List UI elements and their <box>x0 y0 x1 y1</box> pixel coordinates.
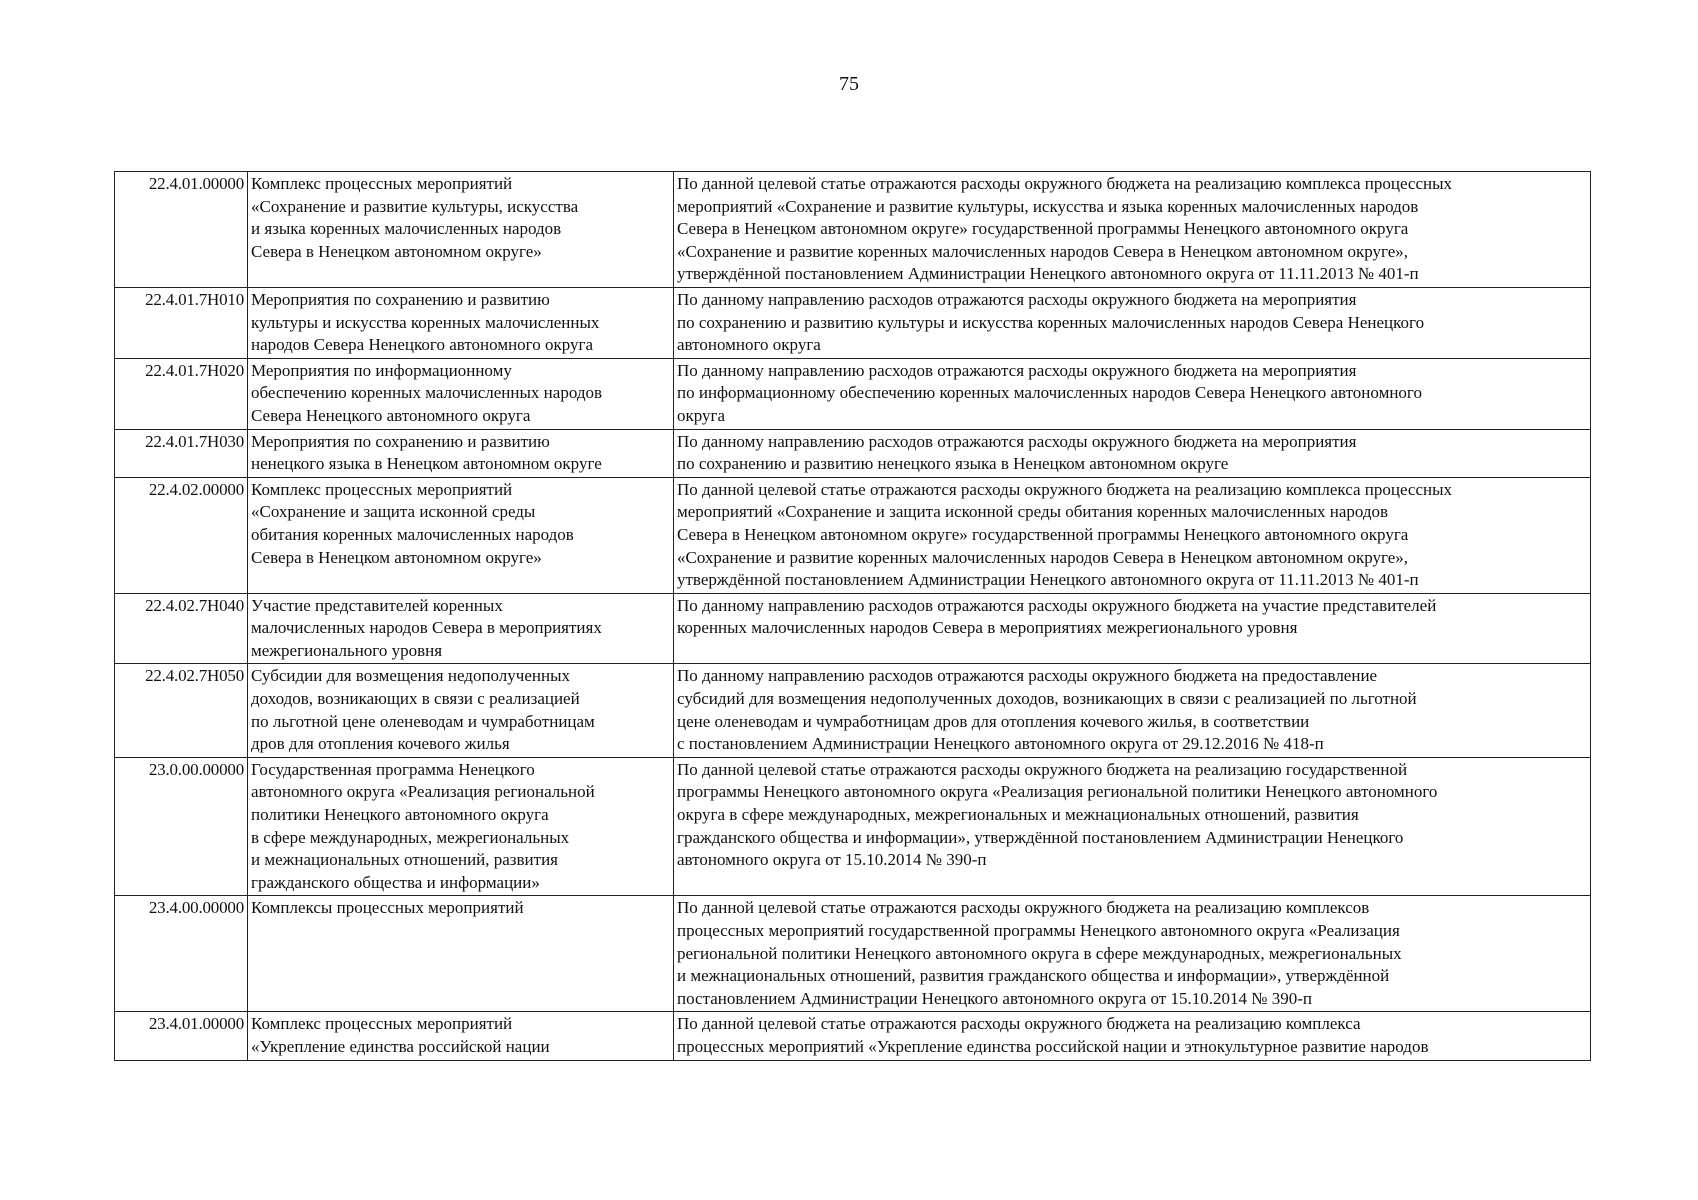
name-line: по льготной цене оленеводам и чумработницам <box>251 711 595 731</box>
description-line: По данному направлению расходов отражаются расходы окружного бюджета на мероприятия <box>677 289 1357 309</box>
target-article-code: 23.4.01.00000 <box>115 1012 248 1060</box>
target-article-description <box>674 172 1591 288</box>
description-line: по информационному обеспечению коренных малочисленных народов Севера Ненецкого автономного <box>677 383 1422 403</box>
description-line: постановлением Администрации Ненецкого автономного округа от 15.10.2014 № 390-п <box>677 988 1312 1008</box>
target-article-code: 22.4.02.7Н040 <box>115 593 248 664</box>
name-line: Субсидии для возмещения недополученных <box>251 666 571 686</box>
target-article-code: 22.4.01.7Н010 <box>115 287 248 358</box>
table-row <box>115 287 1591 358</box>
name-line: Комплекс процессных мероприятий <box>251 174 513 193</box>
table-row <box>115 757 1591 896</box>
name-line: межрегионального уровня <box>251 640 443 660</box>
description-line: округа <box>677 405 726 425</box>
description-line: утверждённой постановлением Администрации Ненецкого автономного округа от 11.11.2013 № 401-п <box>677 570 1419 590</box>
description-line: По данной целевой статье отражаются расходы окружного бюджета на реализацию комплексов <box>677 898 1370 918</box>
target-article-name <box>248 757 674 896</box>
page-number: 75 <box>839 73 859 95</box>
description-line: программы Ненецкого автономного округа «Реализация региональной политики Ненецкого автономного <box>677 782 1438 802</box>
description-line: По данной целевой статье отражаются расходы окружного бюджета на реализацию государственной <box>677 759 1408 779</box>
name-line: и межнациональных отношений, развития <box>251 850 558 870</box>
description-line: утверждённой постановлением Администрации Ненецкого автономного округа от 11.11.2013 № 401-п <box>677 264 1419 284</box>
target-article-name <box>248 593 674 664</box>
budget-classification-table <box>114 171 1591 1061</box>
target-article-description <box>674 287 1591 358</box>
target-article-code: 23.4.00.00000 <box>115 896 248 1012</box>
target-article-code: 23.0.00.00000 <box>115 757 248 896</box>
description-line: региональной политики Ненецкого автономного округа в сфере международных, межрегиональных <box>677 943 1402 963</box>
target-article-description <box>674 1012 1591 1060</box>
target-article-name <box>248 664 674 757</box>
name-line: гражданского общества и информации» <box>251 872 540 892</box>
description-line: округа в сфере международных, межрегиональных и межнациональных отношений, развития <box>677 805 1359 825</box>
table-row <box>115 593 1591 664</box>
name-line: ненецкого языка в Ненецком автономном округе <box>251 454 602 474</box>
name-line: дров для отопления кочевого жилья <box>251 734 510 754</box>
description-line: По данному направлению расходов отражаются расходы окружного бюджета на мероприятия <box>677 431 1357 451</box>
target-article-name <box>248 429 674 477</box>
description-line: По данной целевой статье отражаются расходы окружного бюджета на реализацию комплекса <box>677 1014 1361 1034</box>
target-article-description <box>674 358 1591 429</box>
table-row <box>115 477 1591 593</box>
target-article-code: 22.4.01.7Н030 <box>115 429 248 477</box>
description-line: «Сохранение и развитие коренных малочисленных народов Севера в Ненецком автономном округе», <box>677 547 1409 567</box>
description-line: автономного округа от 15.10.2014 № 390-п <box>677 850 987 870</box>
name-line: Комплексы процессных мероприятий <box>251 898 524 918</box>
name-line: обеспечению коренных малочисленных народов <box>251 383 603 403</box>
target-article-name <box>248 477 674 593</box>
target-article-code: 22.4.02.00000 <box>115 477 248 593</box>
name-line: Севера Ненецкого автономного округа <box>251 405 531 425</box>
name-line: малочисленных народов Севера в мероприятиях <box>251 618 602 638</box>
name-line: «Сохранение и защита исконной среды <box>251 502 536 522</box>
table-row <box>115 429 1591 477</box>
description-line: по сохранению и развитию культуры и искусства коренных малочисленных народов Севера Ненецкого <box>677 312 1425 332</box>
target-article-name <box>248 896 674 1012</box>
name-line: и языка коренных малочисленных народов <box>251 219 562 239</box>
description-line: и межнациональных отношений, развития гражданского общества и информации», утверждённой <box>677 966 1390 986</box>
description-line: субсидий для возмещения недополученных доходов, возникающих в связи с реализацией по льготной <box>677 689 1417 709</box>
description-line: по сохранению и развитию ненецкого языка в Ненецком автономном округе <box>677 454 1229 474</box>
description-line: По данной целевой статье отражаются расходы окружного бюджета на реализацию комплекса процессных <box>677 174 1453 193</box>
table-body <box>115 172 1591 1061</box>
target-article-name <box>248 1012 674 1060</box>
target-article-name <box>248 287 674 358</box>
description-line: «Сохранение и развитие коренных малочисленных народов Севера в Ненецком автономном округе», <box>677 241 1409 261</box>
name-line: Мероприятия по информационному <box>251 360 512 380</box>
description-line: По данному направлению расходов отражаются расходы окружного бюджета на предоставление <box>677 666 1378 686</box>
name-line: Участие представителей коренных <box>251 595 503 615</box>
name-line: Комплекс процессных мероприятий <box>251 479 513 499</box>
description-line: мероприятий «Сохранение и развитие культуры, искусства и языка коренных малочисленных народов <box>677 196 1419 216</box>
name-line: культуры и искусства коренных малочисленных <box>251 312 600 332</box>
name-line: «Укрепление единства российской нации <box>251 1036 550 1056</box>
description-line: Севера в Ненецком автономном округе» государственной программы Ненецкого автономного округа <box>677 524 1409 544</box>
name-line: в сфере международных, межрегиональных <box>251 827 570 847</box>
table-row <box>115 1012 1591 1060</box>
table-row <box>115 896 1591 1012</box>
name-line: Комплекс процессных мероприятий <box>251 1014 513 1034</box>
table-row <box>115 172 1591 288</box>
target-article-name <box>248 172 674 288</box>
table-row <box>115 358 1591 429</box>
name-line: Севера в Ненецком автономном округе» <box>251 241 542 261</box>
name-line: обитания коренных малочисленных народов <box>251 524 574 544</box>
target-article-description <box>674 429 1591 477</box>
name-line: народов Севера Ненецкого автономного округа <box>251 335 594 355</box>
target-article-description <box>674 896 1591 1012</box>
description-line: По данной целевой статье отражаются расходы окружного бюджета на реализацию комплекса процессных <box>677 479 1453 499</box>
description-line: гражданского общества и информации», утверждённой постановлением Администрации Ненецкого <box>677 827 1404 847</box>
description-line: По данному направлению расходов отражаются расходы окружного бюджета на участие представителей <box>677 595 1437 615</box>
description-line: По данному направлению расходов отражаются расходы окружного бюджета на мероприятия <box>677 360 1357 380</box>
description-line: мероприятий «Сохранение и защита исконной среды обитания коренных малочисленных народов <box>677 502 1389 522</box>
name-line: Государственная программа Ненецкого <box>251 759 535 779</box>
target-article-description <box>674 593 1591 664</box>
description-line: цене оленеводам и чумработницам дров для отопления кочевого жилья, в соответствии <box>677 711 1310 731</box>
target-article-code: 22.4.01.00000 <box>115 172 248 288</box>
description-line: коренных малочисленных народов Севера в мероприятиях межрегионального уровня <box>677 618 1298 638</box>
name-line: доходов, возникающих в связи с реализацией <box>251 689 580 709</box>
target-article-description <box>674 664 1591 757</box>
target-article-description <box>674 477 1591 593</box>
name-line: автономного округа «Реализация региональной <box>251 782 595 802</box>
description-line: Севера в Ненецком автономном округе» государственной программы Ненецкого автономного округа <box>677 219 1409 239</box>
name-line: Мероприятия по сохранению и развитию <box>251 431 550 451</box>
name-line: Севера в Ненецком автономном округе» <box>251 547 542 567</box>
target-article-code: 22.4.02.7Н050 <box>115 664 248 757</box>
name-line: политики Ненецкого автономного округа <box>251 805 549 825</box>
description-line: процессных мероприятий «Укрепление единства российской нации и этнокультурное развитие народов <box>677 1036 1429 1056</box>
target-article-name <box>248 358 674 429</box>
target-article-code: 22.4.01.7Н020 <box>115 358 248 429</box>
name-line: Мероприятия по сохранению и развитию <box>251 289 550 309</box>
name-line: «Сохранение и развитие культуры, искусства <box>251 196 579 216</box>
table-row <box>115 664 1591 757</box>
description-line: с постановлением Администрации Ненецкого автономного округа от 29.12.2016 № 418-п <box>677 734 1324 754</box>
description-line: процессных мероприятий государственной программы Ненецкого автономного округа «Реализация <box>677 921 1400 940</box>
description-line: автономного округа <box>677 335 821 355</box>
target-article-description <box>674 757 1591 896</box>
